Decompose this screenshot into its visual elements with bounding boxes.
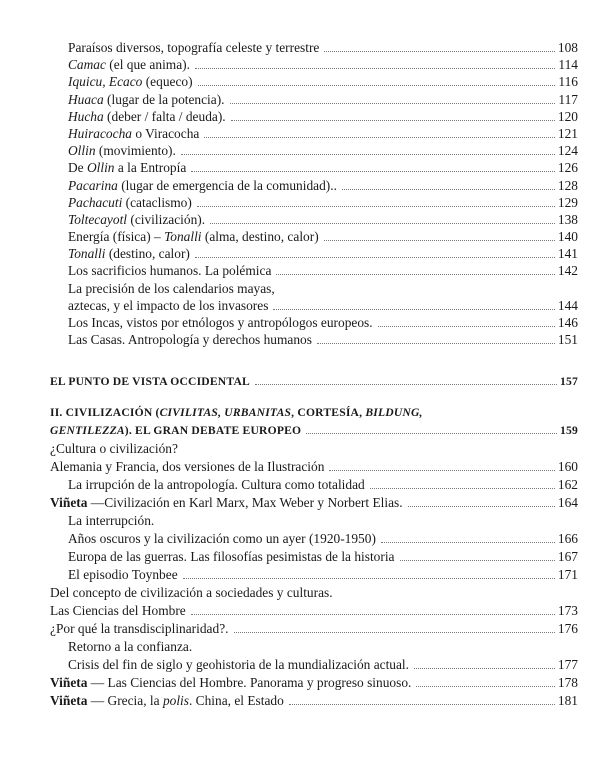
title-segment: Iquicu, Ecaco — [68, 74, 143, 90]
title-segment: a la Entropía — [114, 160, 187, 176]
title-segment: Huaca — [68, 91, 104, 107]
toc-entry-title — [50, 404, 423, 422]
title-segment: Ollin — [86, 160, 115, 176]
toc-entry — [0, 245, 578, 262]
page-number: 176 — [557, 621, 578, 636]
title-segment: Europa de las guerras. Las filosofías pesimistas de la historia — [68, 549, 395, 564]
dot-leader — [181, 154, 555, 155]
title-segment: La interrupción. — [68, 513, 155, 528]
page-number: 124 — [557, 143, 578, 159]
title-segment: o Viracocha — [131, 125, 200, 141]
toc-section-andean-mesoamerican — [0, 39, 600, 348]
toc-entry-title — [50, 620, 229, 638]
title-segment: ). EL GRAN DEBATE EUROPEO — [124, 424, 302, 437]
dot-leader — [195, 68, 555, 69]
toc-entry — [0, 314, 578, 331]
toc-entry-title — [50, 584, 333, 602]
toc-entry-title — [68, 548, 395, 566]
dot-leader — [306, 433, 557, 434]
page-number: 151 — [557, 332, 578, 348]
title-segment: aztecas, y el impacto de los invasores — [68, 297, 269, 313]
title-segment: (lugar de la potencia). — [103, 91, 225, 107]
toc-entry-title — [50, 494, 403, 512]
title-segment: Tonalli — [164, 229, 202, 245]
toc-entry-title — [68, 108, 226, 125]
toc-entry — [0, 108, 578, 125]
toc-entry — [0, 566, 578, 584]
dot-leader — [370, 488, 555, 489]
title-segment: Pacarina — [68, 177, 118, 193]
toc-entry-title — [68, 56, 190, 73]
page-number: 121 — [557, 125, 578, 141]
title-segment: Retorno a la confianza. — [68, 639, 193, 654]
toc-entry — [0, 476, 578, 494]
page-number: 126 — [557, 160, 578, 176]
toc-entry-title — [68, 280, 275, 297]
dot-leader — [342, 189, 555, 190]
title-segment: El episodio Toynbee — [68, 567, 178, 582]
page-number: 144 — [557, 297, 578, 313]
toc-entry-title — [68, 39, 319, 56]
page-number: 128 — [557, 177, 578, 193]
vineta-label: Viñeta — [50, 693, 88, 708]
title-segment: Tonalli — [68, 246, 106, 262]
dot-leader — [381, 542, 555, 543]
page-number: 142 — [557, 263, 578, 279]
title-segment: ¿Cultura o civilización? — [50, 441, 178, 456]
toc-entry — [0, 458, 578, 476]
page-number: 159 — [560, 424, 578, 437]
title-segment: (destino, calor) — [105, 246, 190, 262]
toc-entry — [0, 530, 578, 548]
dot-leader — [204, 137, 555, 138]
toc-entry — [0, 494, 578, 512]
toc-entry — [0, 674, 578, 692]
toc-heading — [0, 373, 578, 391]
page-number: 146 — [557, 315, 578, 330]
toc-entry-title — [50, 692, 284, 710]
dot-leader — [324, 51, 555, 52]
toc-entry-title — [50, 373, 250, 391]
toc-entry — [0, 56, 578, 73]
dot-leader — [191, 171, 555, 172]
dot-leader — [210, 223, 555, 224]
title-segment: Ollin — [68, 143, 96, 159]
title-segment: (deber / falta / deuda). — [103, 108, 226, 124]
page-number: 108 — [557, 40, 578, 55]
title-segment: polis — [162, 693, 189, 708]
title-segment: — Grecia, la — [87, 693, 163, 708]
title-segment: CIVILITAS, URBANITAS — [159, 406, 292, 419]
dot-leader — [329, 470, 554, 471]
toc-entry — [0, 262, 578, 279]
toc-heading — [0, 404, 578, 422]
title-segment: ¿Por qué la transdisciplinaridad?. — [50, 621, 229, 636]
title-segment: Energía (física) – — [68, 229, 165, 245]
page-number: 178 — [557, 675, 578, 690]
toc-entry-title — [68, 194, 192, 211]
toc-entry — [0, 620, 578, 638]
toc-entry — [0, 142, 578, 159]
toc-entry-title — [68, 142, 176, 159]
title-segment: II. CIVILIZACIÓN ( — [50, 406, 160, 419]
toc-entry-title — [50, 440, 178, 458]
page-number: 167 — [557, 549, 578, 564]
toc-entry-title — [68, 512, 154, 530]
toc-entry-title — [68, 211, 205, 228]
toc-entry — [0, 73, 578, 90]
toc-entry — [0, 297, 578, 314]
title-segment: Huiracocha — [68, 125, 132, 141]
title-segment: (alma, destino, calor) — [201, 229, 319, 245]
page-number: 129 — [557, 194, 578, 210]
title-segment: Toltecayotl — [68, 211, 128, 227]
toc-entry — [0, 177, 578, 194]
dot-leader — [414, 668, 555, 669]
title-segment: EL PUNTO DE VISTA OCCIDENTAL — [50, 375, 250, 388]
page-number: 138 — [557, 211, 578, 227]
toc-entry — [0, 91, 578, 108]
title-segment: . China, el Estado — [188, 693, 284, 708]
dot-leader — [378, 326, 555, 327]
toc-entry-title — [68, 566, 178, 584]
title-segment: Las Casas. Antropología y derechos humanos — [68, 332, 312, 348]
title-segment: Las Ciencias del Hombre — [50, 603, 186, 618]
title-segment: Pachacuti — [68, 194, 123, 210]
title-segment: (civilización). — [127, 211, 206, 227]
toc-entry — [0, 584, 578, 602]
toc-entry — [0, 39, 578, 56]
toc-entry — [0, 692, 578, 710]
title-segment: La irrupción de la antropología. Cultura como totalidad — [68, 477, 365, 492]
title-segment: , CORTESÍA, — [291, 406, 366, 419]
title-segment: (lugar de emergencia de la comunidad).. — [117, 177, 337, 193]
dot-leader — [273, 309, 554, 310]
title-segment: Hucha — [68, 108, 104, 124]
toc-entry-title — [68, 159, 186, 176]
page-number: 171 — [557, 567, 578, 582]
dot-leader — [324, 240, 555, 241]
toc-entry-title — [68, 262, 271, 279]
dot-leader — [198, 85, 556, 86]
toc-entry — [0, 602, 578, 620]
dot-leader — [197, 206, 555, 207]
page-number: 114 — [558, 57, 578, 73]
toc-section-western-view — [0, 373, 600, 710]
page-number: 140 — [557, 229, 578, 245]
toc-entry — [0, 280, 578, 297]
toc-entry-title — [68, 177, 337, 194]
dot-leader — [195, 257, 555, 258]
title-segment: Alemania y Francia, dos versiones de la Ilustración — [50, 459, 325, 474]
toc-entry — [0, 228, 578, 245]
page-number: 164 — [557, 495, 578, 510]
toc-entry-title — [68, 638, 192, 656]
title-segment: Crisis del fin de siglo y geohistoria de la mundialización actual. — [68, 657, 410, 672]
page-number: 177 — [557, 657, 578, 672]
title-segment: Del concepto de civilización a sociedades y culturas. — [50, 585, 333, 600]
toc-entry — [0, 211, 578, 228]
toc-entry — [0, 125, 578, 142]
toc-entry-title — [50, 458, 324, 476]
toc-entry — [0, 194, 578, 211]
toc-entry-title — [68, 331, 312, 348]
toc-entry-title — [68, 73, 193, 90]
page-number: 116 — [558, 74, 578, 90]
toc-entry-title — [68, 656, 409, 674]
dot-leader — [408, 506, 555, 507]
title-segment: Paraísos diversos, topografía celeste y terrestre — [68, 40, 320, 55]
toc-entry — [0, 638, 578, 656]
dot-leader — [276, 274, 555, 275]
toc-entry — [0, 159, 578, 176]
dot-leader — [191, 614, 555, 615]
toc-entry-title — [68, 530, 376, 548]
toc-entry-title — [50, 422, 301, 440]
title-segment: (el que anima). — [105, 57, 190, 73]
dot-leader — [289, 704, 555, 705]
dot-leader — [317, 343, 555, 344]
title-segment: —Civilización en Karl Marx, Max Weber y Norbert Elias. — [87, 495, 403, 510]
dot-leader — [234, 632, 555, 633]
title-segment: — Las Ciencias del Hombre. Panorama y progreso sinuoso. — [87, 675, 412, 690]
toc-entry-title — [68, 91, 225, 108]
page-number: 181 — [557, 693, 578, 708]
page-number: 141 — [557, 246, 578, 262]
toc-entry-title — [68, 245, 190, 262]
dot-leader — [230, 103, 556, 104]
title-segment: BILDUNG, — [365, 406, 423, 419]
toc-entry-title — [68, 228, 319, 245]
dot-leader — [183, 578, 555, 579]
page-number: 166 — [557, 531, 578, 546]
toc-entry-title — [50, 674, 411, 692]
toc-entry-title — [68, 476, 365, 494]
page-number: 173 — [557, 603, 578, 618]
title-segment: Los Incas, vistos por etnólogos y antropólogos europeos. — [68, 315, 373, 330]
toc-entry-title — [68, 314, 373, 331]
toc-entry — [0, 440, 578, 458]
toc-entry — [0, 656, 578, 674]
toc-entry-title — [68, 125, 199, 142]
title-segment: Camac — [68, 57, 106, 73]
title-segment: (equeco) — [142, 74, 193, 90]
title-segment: GENTILEZZA — [50, 424, 125, 437]
vineta-label: Viñeta — [50, 675, 88, 690]
page-number: 157 — [560, 375, 578, 388]
title-segment: La precisión de los calendarios mayas, — [68, 280, 275, 296]
toc-entry-title — [50, 602, 186, 620]
title-segment: (cataclismo) — [122, 194, 192, 210]
title-segment: Años oscuros y la civilización como un ayer (1920-1950) — [68, 531, 376, 546]
page-number: 117 — [558, 91, 578, 107]
title-segment: Los sacrificios humanos. La polémica — [68, 263, 272, 279]
page-number: 160 — [557, 459, 578, 474]
toc-entry — [0, 548, 578, 566]
page-number: 120 — [557, 108, 578, 124]
toc-heading — [0, 422, 578, 440]
toc-entry — [0, 512, 578, 530]
page-number: 162 — [557, 477, 578, 492]
vineta-label: Viñeta — [50, 495, 88, 510]
toc-entry — [0, 331, 578, 348]
title-segment: (movimiento). — [95, 143, 176, 159]
dot-leader — [231, 120, 555, 121]
title-segment: De — [68, 160, 87, 176]
dot-leader — [400, 560, 555, 561]
dot-leader — [255, 384, 557, 385]
toc-entry-title — [68, 297, 268, 314]
dot-leader — [416, 686, 555, 687]
